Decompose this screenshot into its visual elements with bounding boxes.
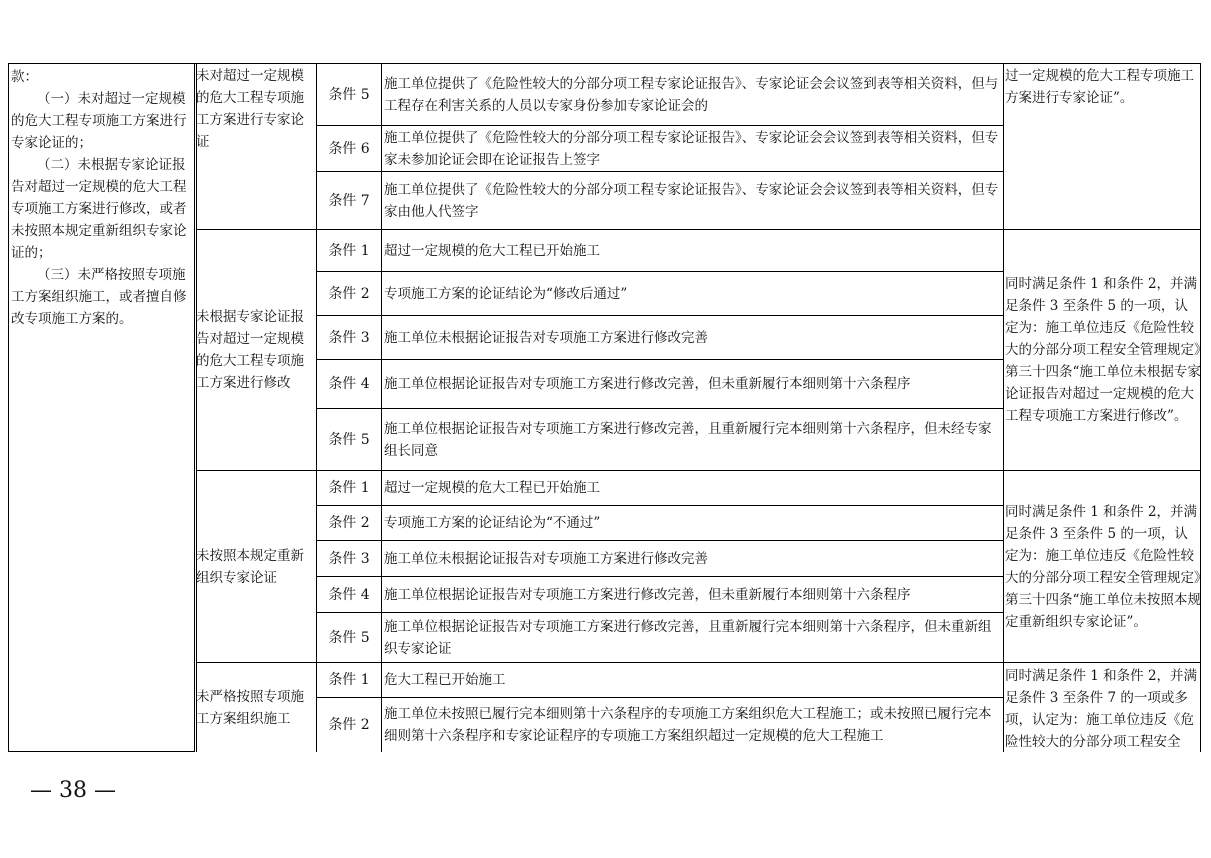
determination-cell: 过一定规模的危大工程专项施工方案进行专家论证”。 [1005,68,1194,106]
condition-desc: 危大工程已开始施工 [384,672,506,688]
condition-desc: 施工单位提供了《危险性较大的分部分项工程专家论证报告》、专家论证会会议签到表等相关资料，但专家未参加论证会即在论证报告上签字 [384,129,999,168]
condition-label: 条件 2 [328,285,370,302]
condition-desc: 施工单位提供了《危险性较大的分部分项工程专家论证报告》、专家论证会会议签到表等相关资料，但专家由他人代签字 [384,181,999,220]
behavior-cell: 未对超过一定规模的危大工程专项施工方案进行专家论证 [196,68,304,150]
condition-label: 条件 1 [328,672,370,688]
condition-label: 条件 3 [328,550,370,567]
condition-label: 条件 1 [328,242,370,259]
condition-desc: 施工单位根据论证报告对专项施工方案进行修改完善，且重新履行完本细则第十六条程序，但未重新组织专家论证 [384,618,992,657]
determination-cell: 同时满足条件 1 和条件 2，并满足条件 3 至条件 5 的一项，认定为：施工单位违反《危险性较大的分部分项工程安全管理规定》第三十四条“施工单位未按照本规定重新组织专家论证”。 [1005,503,1201,630]
condition-desc: 施工单位未根据论证报告对专项施工方案进行修改完善 [384,550,708,567]
left-line: （二）未根据专家论证报告对超过一定规模的危大工程专项施工方案进行修改，或者未按照本规定重新组织专家论证的； [11,157,187,261]
behavior-cell: 未按照本规定重新组织专家论证 [196,547,304,586]
left-line: （一）未对超过一定规模的危大工程专项施工方案进行专家论证的； [11,91,187,151]
behavior-cell: 未根据专家论证报告对超过一定规模的危大工程专项施工方案进行修改 [196,309,304,391]
condition-label: 条件 6 [328,140,370,157]
condition-desc: 施工单位根据论证报告对专项施工方案进行修改完善，但未重新履行本细则第十六条程序 [384,376,911,392]
condition-label: 条件 4 [328,586,370,603]
condition-desc: 施工单位未按照已履行完本细则第十六条程序的专项施工方案组织危大工程施工；或未按照已履行完本细则第十六条程序和专家论证程序的专项施工方案组织超过一定规模的危大工程施工 [384,705,992,744]
condition-desc: 施工单位根据论证报告对专项施工方案进行修改完善，且重新履行完本细则第十六条程序，但未经专家组长同意 [384,420,992,459]
condition-label: 条件 2 [328,515,370,531]
condition-desc: 施工单位根据论证报告对专项施工方案进行修改完善，但未重新履行本细则第十六条程序 [384,586,911,603]
condition-label: 条件 4 [328,376,370,392]
condition-desc: 施工单位未根据论证报告对专项施工方案进行修改完善 [384,329,708,346]
condition-desc: 专项施工方案的论证结论为“不通过” [384,515,601,531]
condition-label: 条件 5 [328,629,370,646]
condition-label: 条件 5 [328,431,370,448]
left-column-text [11,66,193,330]
col-separator-1 [194,63,195,752]
table-border-left [8,63,9,752]
condition-label: 条件 3 [328,329,370,346]
determination-cell: 同时满足条件 1 和条件 2，并满足条件 3 至条件 5 的一项，认定为：施工单位违反《危险性较大的分部分项工程安全管理规定》第三十四条“施工单位未根据专家论证报告对超过一定规模的危大工程专项施工方案进行修改”。 [1005,276,1201,424]
condition-label: 条件 7 [328,192,370,209]
determination-cell: 同时满足条件 1 和条件 2，并满足条件 3 至条件 7 的一项或多项，认定为：施工单位违反《危险性较大的分部分项工程安全 [1005,668,1198,750]
page-number: — 38 — [30,778,116,803]
condition-label: 条件 5 [328,86,370,103]
left-line: （三）未严格按照专项施工方案组织施工，或者擅自修改专项施工方案的。 [11,267,187,327]
behavior-cell: 未严格按照专项施工方案组织施工 [196,689,304,727]
table-border-bottom-left [8,751,195,752]
condition-desc: 施工单位提供了《危险性较大的分部分项工程专家论证报告》、专家论证会会议签到表等相关资料，但与工程存在利害关系的人员以专家身份参加专家论证会的 [384,75,999,114]
left-line: 款： [11,69,38,85]
condition-desc: 超过一定规模的危大工程已开始施工 [384,242,600,259]
condition-label: 条件 2 [328,716,370,733]
condition-desc: 专项施工方案的论证结论为“修改后通过” [384,285,628,302]
condition-desc: 超过一定规模的危大工程已开始施工 [384,480,600,496]
condition-label: 条件 1 [328,480,370,496]
